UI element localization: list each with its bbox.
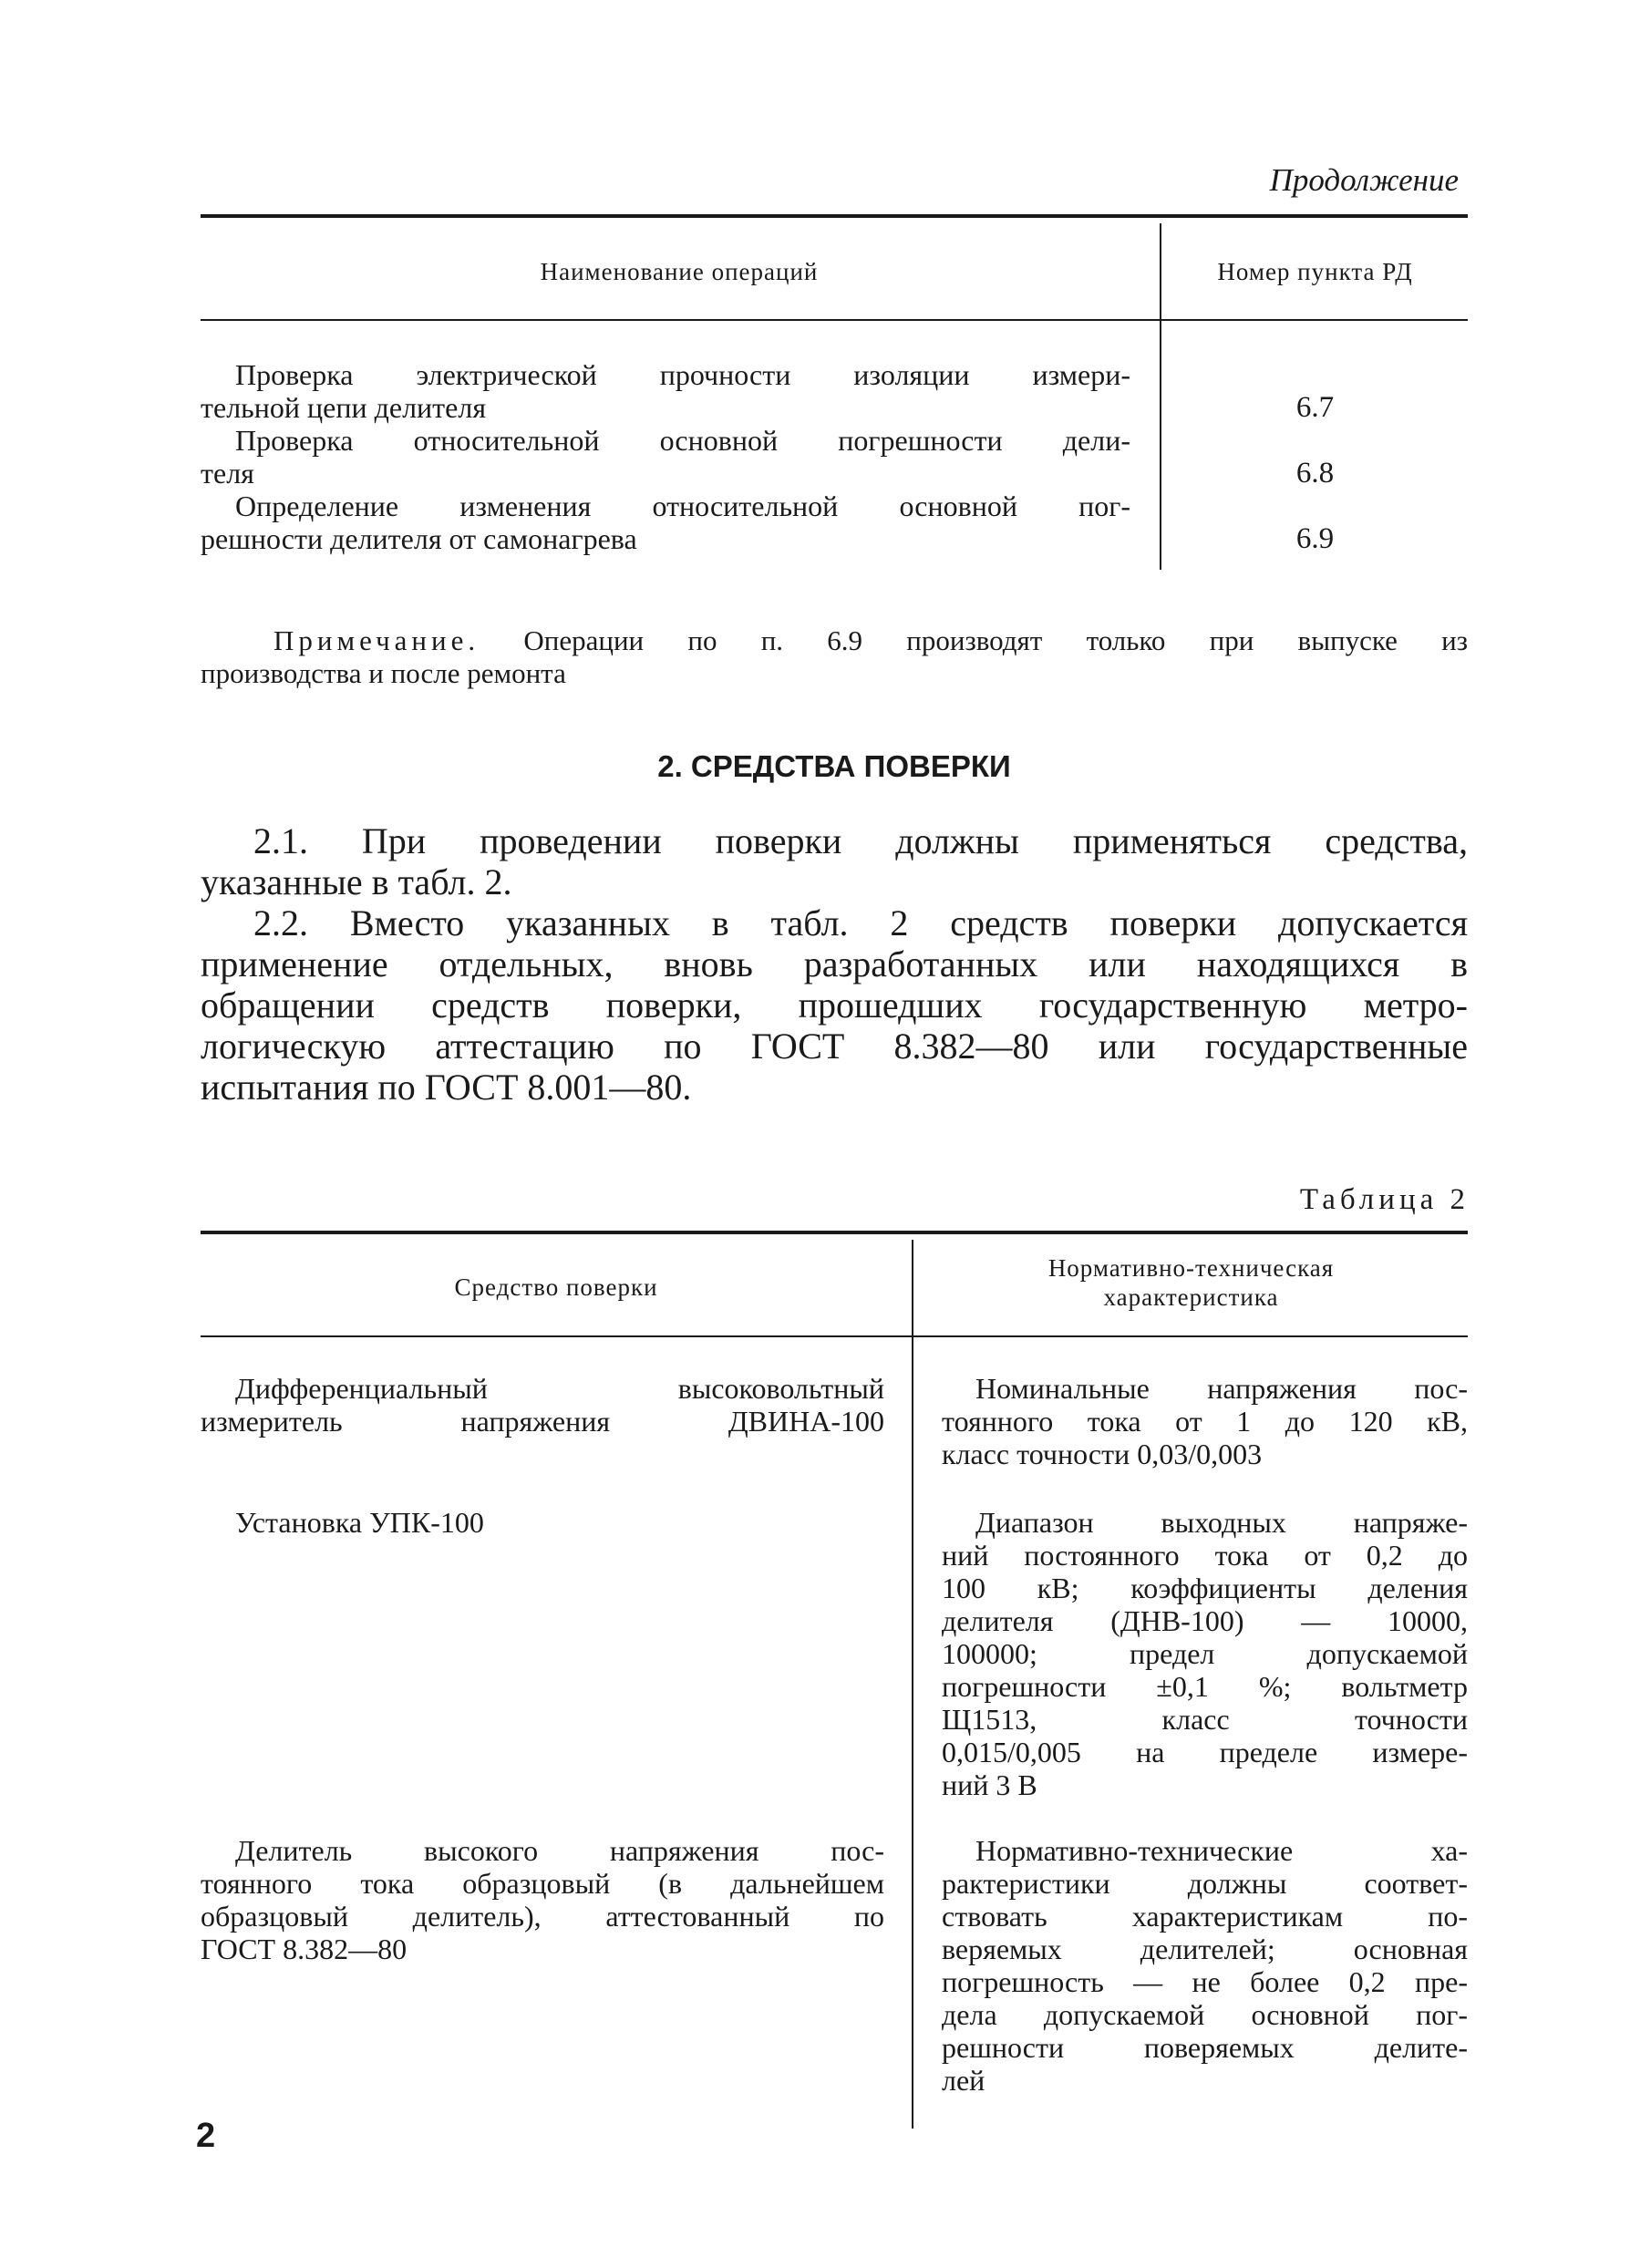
table1-row1-item: 6.7 [1295,391,1335,424]
table2-header-rule [201,1335,1468,1337]
table2-row3-instrument-line2: тоянного тока образцовый (в дальнейшем [201,1867,884,1900]
table1-header-operation-name: Наименование операций [540,258,819,285]
table2-row1-char-line1: Номинальные напряжения пос- [975,1372,1468,1405]
table2-row2-char-line6: погрешности ±0,1 %; вольтметр [942,1670,1468,1703]
para-2-2-line4: логическую аттестацию по ГОСТ 8.382—80 или государственные [201,1026,1468,1067]
table2-row1-instrument-line1: Дифференциальный высоковольтный [235,1372,884,1405]
table1-row2-item: 6.8 [1295,457,1335,490]
table1-row1-line1: Проверка электрической прочности изоляции измери- [235,358,1130,391]
table2-top-rule [201,1231,1468,1234]
page-number: 2 [196,2117,216,2155]
para-2-2-line1: 2.2. Вместо указанных в табл. 2 средств поверки допускается [253,902,1468,943]
table2-row3-char-line5: погрешность — не более 0,2 пре- [942,1965,1468,1998]
table2-row2-char-line3: 100 кВ; коэффициенты деления [942,1572,1468,1604]
table1-row3-line1: Определение изменения относительной основной пог- [235,490,1130,522]
table1-row3-line2: решности делителя от самонагрева [201,522,637,555]
table2-row3-char-line8: лей [942,2064,985,2097]
para-2-2-line3: обращении средств поверки, прошедших государственную метро- [201,985,1468,1026]
para-2-2-line2: применение отдельных, вновь разработанных или находящихся в [201,943,1468,985]
para-2-1-line1: 2.1. При проведении поверки должны применяться средства, [253,820,1468,861]
para-2-2-line5: испытания по ГОСТ 8.001—80. [201,1067,692,1108]
table2-row3-char-line1: Нормативно-технические ха- [975,1834,1468,1867]
table2-row2-char-line4: делителя (ДНВ-100) — 10000, [942,1604,1468,1637]
section-title: 2. СРЕДСТВА ПОВЕРКИ [657,749,1011,783]
table2-row3-char-line2: рактеристики должны соответ- [942,1867,1468,1900]
para-2-1-line2: указанные в табл. 2. [201,861,512,902]
table2-row3-char-line7: решности поверяемых делите- [942,2031,1468,2064]
table2-row1-instrument-line2: измеритель напряжения ДВИНА-100 [201,1405,884,1438]
table2-row2-char-line1: Диапазон выходных напряже- [975,1506,1468,1539]
table2-row3-instrument-line3: образцовый делитель), аттестованный по [201,1900,884,1933]
table2-row3-instrument-line1: Делитель высокого напряжения пос- [235,1834,884,1867]
table2-row2-instrument-line1: Установка УПК-100 [235,1506,484,1539]
table1-top-rule [201,214,1468,218]
table2-row2-char-line8: 0,015/0,005 на пределе измере- [942,1736,1468,1768]
table2-row2-char-line5: 100000; предел допускаемой [942,1637,1468,1670]
table2-row1-char-line3: класс точности 0,03/0,003 [942,1438,1263,1470]
note-label: Примечание. [273,624,480,656]
table1-row3-item: 6.9 [1295,522,1335,555]
table2-row1-char-line2: тоянного тока от 1 до 120 кВ, [942,1405,1468,1438]
table1-row2-line2: теля [201,457,254,490]
continuation-label: Продолжение [1269,162,1459,198]
table1-column-divider [1160,223,1161,570]
table2-header-instrument: Средство поверки [454,1273,658,1301]
table1-header-rd-item: Номер пункта РД [1217,258,1413,285]
table1-row1-line2: тельной цепи делителя [201,391,487,424]
table2-row3-instrument-line4: ГОСТ 8.382—80 [201,1933,408,1965]
table2-header-characteristic-line2: характеристика [1103,1283,1279,1311]
table2-row3-char-line4: веряемых делителей; основная [942,1933,1468,1965]
table2-column-divider [912,1240,913,2129]
table2-row2-char-line7: Щ1513, класс точности [942,1703,1468,1736]
note-text: Операции по п. 6.9 производят только при выпуске из [480,624,1468,656]
note-line2: производства и после ремонта [201,657,566,689]
table2-row2-char-line9: ний 3 В [942,1768,1037,1801]
table1-header-rule [201,319,1468,321]
table2-caption: Таблица 2 [1299,1183,1470,1216]
table2-row2-char-line2: ний постоянного тока от 0,2 до [942,1539,1468,1572]
table1-row2-line1: Проверка относительной основной погрешности дели- [235,424,1130,457]
table2-header-characteristic-line1: Нормативно-техническая [1047,1254,1335,1282]
table2-row3-char-line3: ствовать характеристикам по- [942,1900,1468,1933]
note-line1 [201,624,1468,657]
table2-row3-char-line6: дела допускаемой основной пог- [942,1998,1468,2031]
